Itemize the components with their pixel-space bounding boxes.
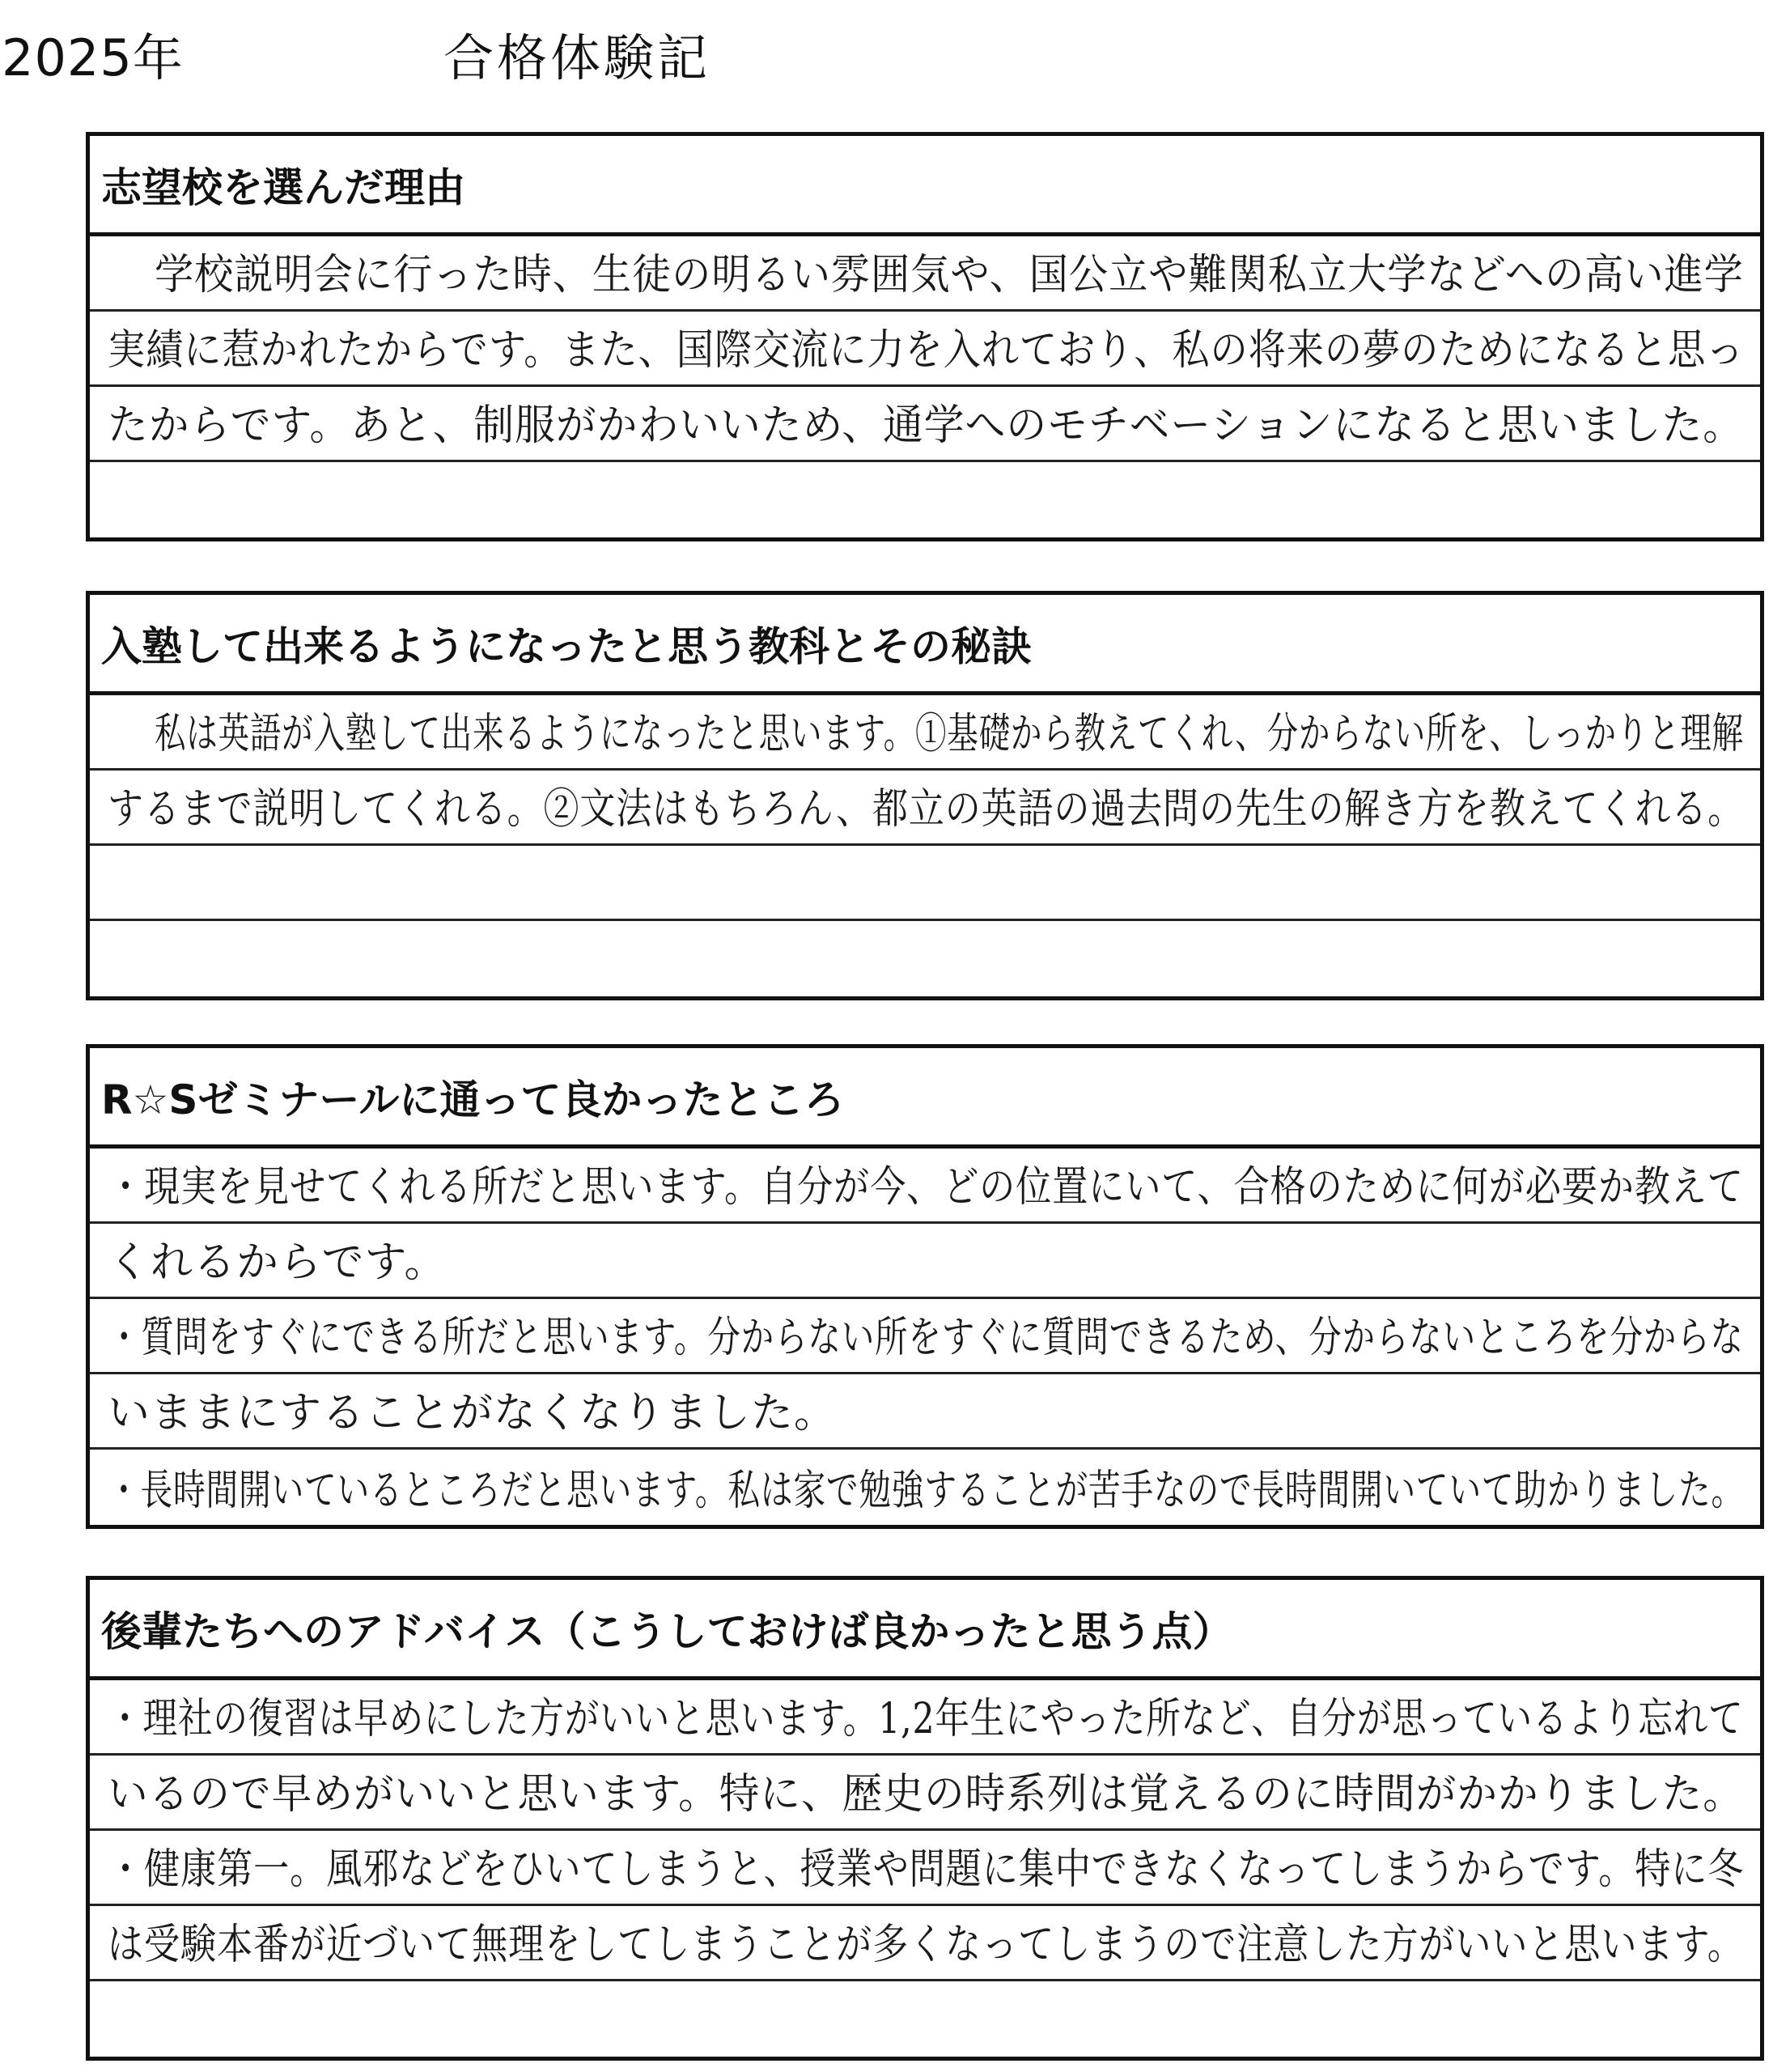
answer-line: ・質問をすぐにできる所だと思います。分からない所をすぐに質問できるため、分からないところを分からな [90,1299,1760,1374]
section-improved-subject [86,591,1764,1000]
answer-line: 実績に惹かれたからです。また、国際交流に力を入れており、私の将来の夢のためになると思っ [90,312,1760,387]
section-advice [86,1576,1764,2061]
answer-line: ・現実を見せてくれる所だと思います。自分が今、どの位置にいて、合格のために何が必要か教えて [90,1149,1760,1224]
section-heading: 入塾して出来るようになったと思う教科とその秘訣 [90,595,1760,695]
section-reason-for-school [86,132,1764,541]
answer-line: いるので早めがいいと思います。特に、歴史の時系列は覚えるのに時間がかかりました。 [90,1756,1760,1831]
year-label: 2025年 [2,28,184,87]
answer-line: たからです。あと、制服がかわいいため、通学へのモチベーションになると思いました。 [90,387,1760,462]
answer-line [90,1981,1760,2057]
answer-line [90,846,1760,921]
answer-line: 学校説明会に行った時、生徒の明るい雰囲気や、国公立や難関私立大学などへの高い進学 [90,236,1760,312]
answer-line: ・健康第一。風邪などをひいてしまうと、授業や問題に集中できなくなってしまうからです。特に冬 [90,1831,1760,1906]
answer-line: 私は英語が入塾して出来るようになったと思います。①基礎から教えてくれ、分からない所を、しっかりと理解 [90,695,1760,771]
answer-line: くれるからです。 [90,1224,1760,1299]
answer-line: は受験本番が近づいて無理をしてしまうことが多くなってしまうので注意した方がいいと思います。 [90,1906,1760,1981]
section-heading: R☆Sゼミナールに通って良かったところ [90,1048,1760,1149]
answer-line [90,462,1760,537]
answer-line: するまで説明してくれる。②文法はもちろん、都立の英語の過去問の先生の解き方を教えてくれる。 [90,771,1760,846]
section-good-points [86,1044,1764,1529]
answer-line: ・理社の復習は早めにした方がいいと思います。1,2年生にやった所など、自分が思っているより忘れて [90,1680,1760,1756]
section-heading: 後輩たちへのアドバイス（こうしておけば良かったと思う点） [90,1580,1760,1680]
answer-line: いままにすることがなくなりました。 [90,1374,1760,1450]
answer-line: ・長時間開いているところだと思います。私は家で勉強することが苦手なので長時間開いていて助かりました。 [108,1467,1744,1515]
section-heading: 志望校を選んだ理由 [90,136,1760,236]
document-title: 合格体験記 [443,28,711,87]
answer-line [90,921,1760,996]
